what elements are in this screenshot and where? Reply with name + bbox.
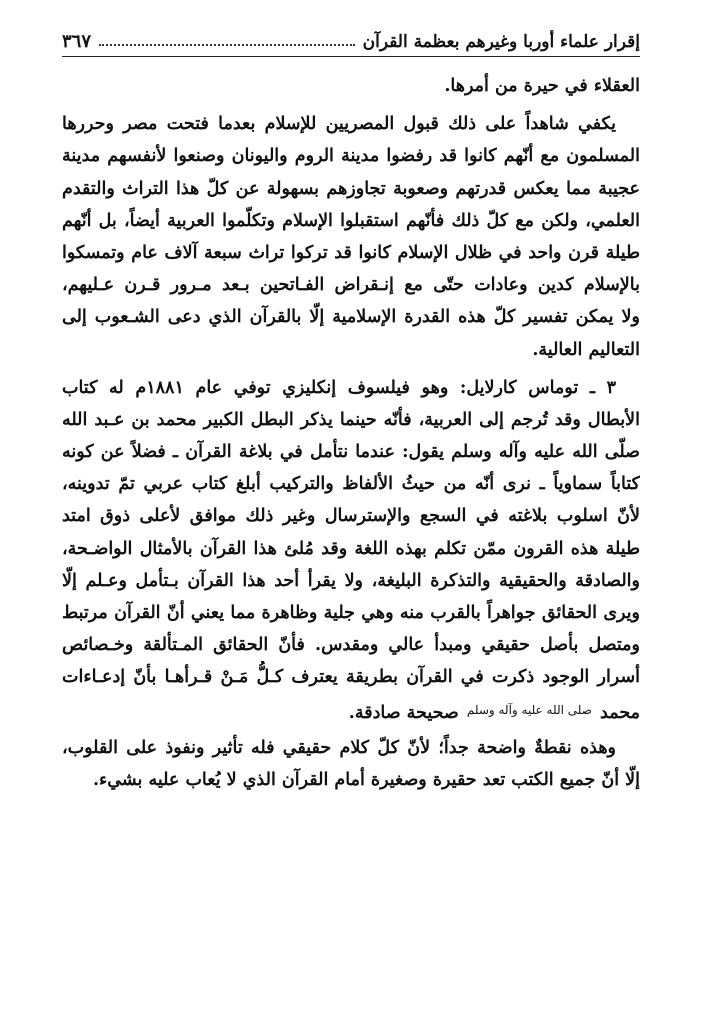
text-line: ولا يمكن تفسير كلّ هذه القدرة الإسلامية إلّا بالقرآن الذي دعى الشـعوب إلى	[62, 307, 640, 328]
text-line: إلّا أنّ جميع الكتب تعد حقيرة وصغيرة أمام القرآن الذي لا يُعاب عليه بشيء.	[92, 769, 640, 790]
text-line: العلمي، ولكن مع كلّ ذلك فأنّهم استقبلوا الإسلام وتكلّموا العربية أيضاً، بل أنّهم	[62, 210, 640, 231]
text-line: أسرار الوجود ذكرت في القرآن بطريقة يعترف كـلُّ مَـنْ قـرأهـا بأنّ إدعـاءات	[62, 667, 640, 688]
text-line: طيلة قرن واحد في ظلال الإسلام كانوا قد تركوا تراث سبعة آلاف عام وتمسكوا	[62, 242, 640, 263]
text-line: ومتصل بأصل حقيقي ومبدأ عالي ومقدس. فأنّ الحقائق المـتألقة وخـصائص	[62, 635, 640, 656]
text-line-closing	[62, 694, 640, 726]
text-line: بالإسلام كدين وعادات حتّى مع إنـقراض الفـاتحين بـعد مـرور قـرن عـليهم،	[62, 275, 640, 296]
text-line: المسلمون مع أنّهم كانوا قد رفضوا مدينة الروم واليونان وصنعوا لأنفسهم مدينة	[62, 146, 640, 167]
text-line: صلّى الله عليه وآله وسلم يقول: عندما نتأمل في بلاغة القرآن ـ فضلاً عن كونه	[62, 442, 640, 463]
running-header	[62, 22, 640, 57]
text-line: طيلة هذه القرون ممّن تكلم بهذه اللغة وقد مُلئ هذا القرآن بالأمثال الواضـحة،	[62, 538, 640, 559]
text-line: الأبطال وقد تُرجم إلى العربية، فأنّه حينما يذكر البطل الكبير محمد بن عـبد الله	[62, 409, 640, 430]
text-line: العقلاء في حيرة من أمرها.	[444, 76, 640, 96]
page-body	[62, 70, 640, 796]
text-line: ويرى الحقائق جواهراً بالقرب منه وهي جلية وظاهرة مما يعني أنّ القرآن مرتبط	[62, 603, 640, 623]
text-line: التعاليم العالية.	[532, 339, 640, 360]
text-line: لأنّ اسلوب بلاغته في السجع والإسترسال وغير ذلك موافق لأعلى ذوق امتد	[62, 506, 640, 527]
text-line: يكفي شاهداً على ذلك قبول المصريين للإسلام بعدما فتحت مصر وحررها	[62, 114, 616, 135]
text-line: ٣ ـ توماس كارلايل: وهو فيلسوف إنكليزي توفي عام ١٨٨١م له كتاب	[62, 377, 617, 398]
running-title: إقرار علماء أوربا وغيرهم بعظمة القرآن	[362, 32, 640, 52]
dotted-leader	[99, 44, 355, 46]
closing-name: محمد	[600, 702, 640, 723]
page-number: ٣٦٧	[62, 31, 92, 52]
honorific-glyph: صلى الله عليه وآله وسلم	[466, 702, 592, 717]
text-line: عجيبة مما يعكس قدرتهم وصعوبة تجاوزهم بسهولة عن كلّ هذا التراث والتقدم	[62, 178, 640, 199]
text-line: وهذه نقطةٌ واضحة جداً؛ لأنّ كلّ كلام حقيقي فله تأثير ونفوذ على القلوب،	[62, 737, 616, 758]
closing-text: صحيحة صادقة.	[348, 702, 459, 723]
text-line: كتاباً سماوياً ـ نرى أنّه من حيثُ الألفاظ والتركيب أبلغ كتاب عربي تمّ تدوينه،	[62, 474, 640, 495]
text-line: والصادقة والحقيقية والتذكرة البليغة، ولا يقرأ أحد هذا القرآن بـتأمل وعـلم إلّا	[62, 570, 640, 591]
